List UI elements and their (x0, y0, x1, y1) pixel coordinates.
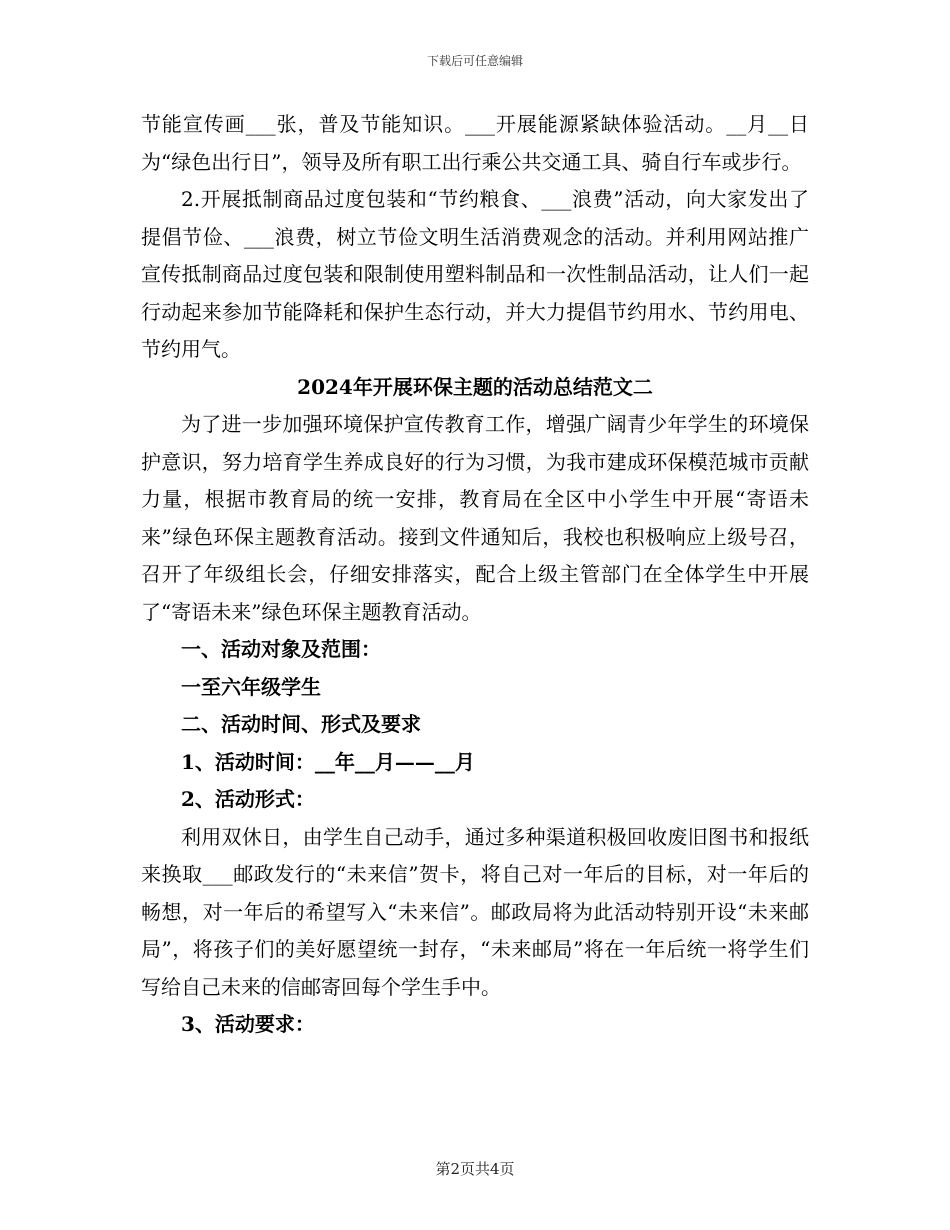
page-footer: 第2页共4页 (435, 1160, 515, 1178)
paragraph-packaging-campaign: 2.开展抵制商品过度包装和“节约粮食、___浪费”活动，向大家发出了提倡节俭、___浪费，树立节俭文明生活消费观念的活动。并利用网站推广宣传抵制商品过度包装和限制使用塑料制品和一次性制品活动，让人们一起行动起来参加节能降耗和保护生态行动，并大力提倡节约用水、节约用电、节约用气。 (141, 187, 809, 361)
heading-activity-form: 2、活动形式： (181, 787, 315, 811)
paragraph-energy-poster: 节能宣传画___张，普及节能知识。___开展能源紧缺体验活动。__月__日为“绿色出行日”，领导及所有职工出行乘公共交通工具、骑自行车或步行。 (141, 112, 809, 174)
heading-activity-time-form: 二、活动时间、形式及要求 (181, 712, 421, 736)
paragraph-introduction: 为了进一步加强环境保护宣传教育工作，增强广阔青少年学生的环境保护意识，努力培育学生养成良好的行为习惯，为我市建成环保模范城市贡献力量，根据市教育局的统一安排，教育局在全区中小学生中开展“寄语未来”绿色环保主题教育活动。接到文件通知后，我校也积极响应上级号召，召开了年级组长会，仔细安排落实，配合上级主管部门在全体学生中开展了“寄语未来”绿色环保主题教育活动。 (141, 412, 809, 624)
paragraph-activity-form: 利用双休日，由学生自己动手，通过多种渠道积极回收废旧图书和报纸来换取___邮政发行的“未来信”贺卡，将自己对一年后的目标，对一年后的畅想，对一年后的希望写入“未来信”。邮政局将为此活动特别开设“未来邮局”，将孩子们的美好愿望统一封存，“未来邮局”将在一年后统一将学生们写给自己未来的信邮寄回每个学生手中。 (141, 824, 809, 999)
heading-activity-requirements: 3、活动要求： (181, 1012, 315, 1036)
section-title: 2024年开展环保主题的活动总结范文二 (297, 374, 653, 399)
document-body (141, 106, 809, 1044)
page-header: 下载后可任意编辑 (426, 54, 523, 68)
heading-activity-scope: 一、活动对象及范围： (181, 637, 381, 661)
activity-scope-text: 一至六年级学生 (181, 674, 321, 699)
heading-activity-time: 1、活动时间：__年__月——__月 (181, 749, 475, 774)
